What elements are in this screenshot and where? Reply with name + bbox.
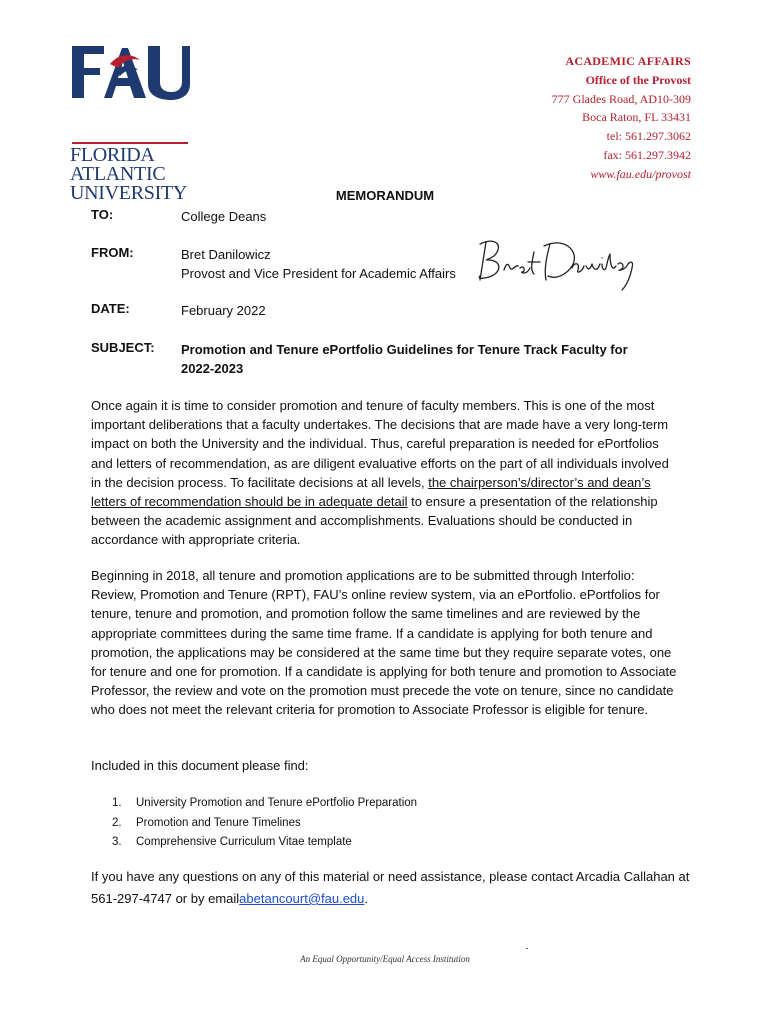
paragraph-contact <box>91 866 691 910</box>
subject-label: SUBJECT: <box>91 340 155 355</box>
from-value <box>181 245 456 283</box>
telephone: tel: 561.297.3062 <box>606 129 691 144</box>
letterhead-address <box>552 52 691 184</box>
contact-text: If you have any questions on any of this material or need assistance, please contact Arcadia Callahan at 561-297-4747 or by email <box>91 869 690 906</box>
to-value: College Deans <box>181 209 267 224</box>
list-item: 3. Comprehensive Curriculum Vitae template <box>112 836 352 849</box>
logo-line-university: UNIVERSITY <box>70 182 187 204</box>
list-item: 2. Promotion and Tenure Timelines <box>112 816 301 829</box>
subject-value: Promotion and Tenure ePortfolio Guidelines for Tenure Track Faculty for 2022-2023 <box>181 342 628 376</box>
contact-end: . <box>364 891 369 906</box>
date-label: DATE: <box>91 301 130 316</box>
paragraph-intro <box>91 396 681 550</box>
from-label: FROM: <box>91 245 134 260</box>
paragraph-interfolio: Beginning in 2018, all tenure and promotion applications are to be submitted through Interfolio: Review, Promotion and Tenure (RPT), FAU’s online review system, via an ePortfolio. ePortfolios for tenure, tenure and promotion, and promotion follow the same timelines and are reviewed by the appropriate committees during the same time frame. If a candidate is applying for both tenure and promotion, the applications may be considered at the same time but they require separate votes, one for tenure and one for promotion. If a candidate is applying for both tenure and promotion to Associate Professor, the review and vote on the promotion must precede the vote on tenure, since no candidate who does not meet the relevant criteria for promotion to Associate Professor is eligible for tenure. <box>91 568 677 718</box>
address-line-1: 777 Glades Road, AD10-309 <box>551 91 691 106</box>
footer-mark <box>526 948 528 949</box>
included-documents-list <box>112 794 417 853</box>
paragraph-included: Included in this document please find: <box>91 758 309 773</box>
owl-wordmark-icon <box>70 44 192 142</box>
footer-tagline: An Equal Opportunity/Equal Access Institution <box>300 954 470 964</box>
from-title: Provost and Vice President for Academic Affairs <box>181 266 456 281</box>
office-name: Office of the Provost <box>585 72 691 87</box>
to-label: TO: <box>91 207 114 222</box>
fax: fax: 561.297.3942 <box>603 147 691 162</box>
handwritten-signature-icon <box>474 234 640 296</box>
from-name: Bret Danilowicz <box>181 247 271 262</box>
department-name: ACADEMIC AFFAIRS <box>565 54 691 68</box>
paragraph-intro-text: Once again it is time to consider promotion and tenure of faculty members. This is one of the most important deliberations that a faculty undertakes. The decisions that are made have a very long-term impact on both the University and the individual. Thus, careful preparation is needed for ePortfolios and letters of recommendation, as are diligent evaluative efforts on the part of all individuals involved in the decision process. To facilitate decisions at all levels, <box>91 398 669 490</box>
logo-line-atlantic: ATLANTIC <box>70 163 166 185</box>
logo-line-florida: FLORIDA <box>70 144 155 166</box>
paragraph-intro-underlined: the chairperson’s/director’s and dean’s letters of recommendation should be in adequate detail <box>91 474 651 510</box>
paragraph-intro-end: to ensure a presentation of the relationship between the academic assignment and accomplishments. Evaluations should be conducted in accordance with appropriate criteria. <box>91 494 658 548</box>
date-value: February 2022 <box>181 303 266 318</box>
logo-mark <box>70 44 192 142</box>
list-item: 1. University Promotion and Tenure ePortfolio Preparation <box>112 797 418 809</box>
address-line-2: Boca Raton, FL 33431 <box>582 110 691 125</box>
contact-email-link[interactable]: abetancourt@fau.edu <box>239 891 365 906</box>
fau-logo <box>70 44 192 204</box>
signature <box>474 234 640 296</box>
website-link[interactable]: www.fau.edu/provost <box>590 166 691 181</box>
memo-title: MEMORANDUM <box>335 188 435 203</box>
